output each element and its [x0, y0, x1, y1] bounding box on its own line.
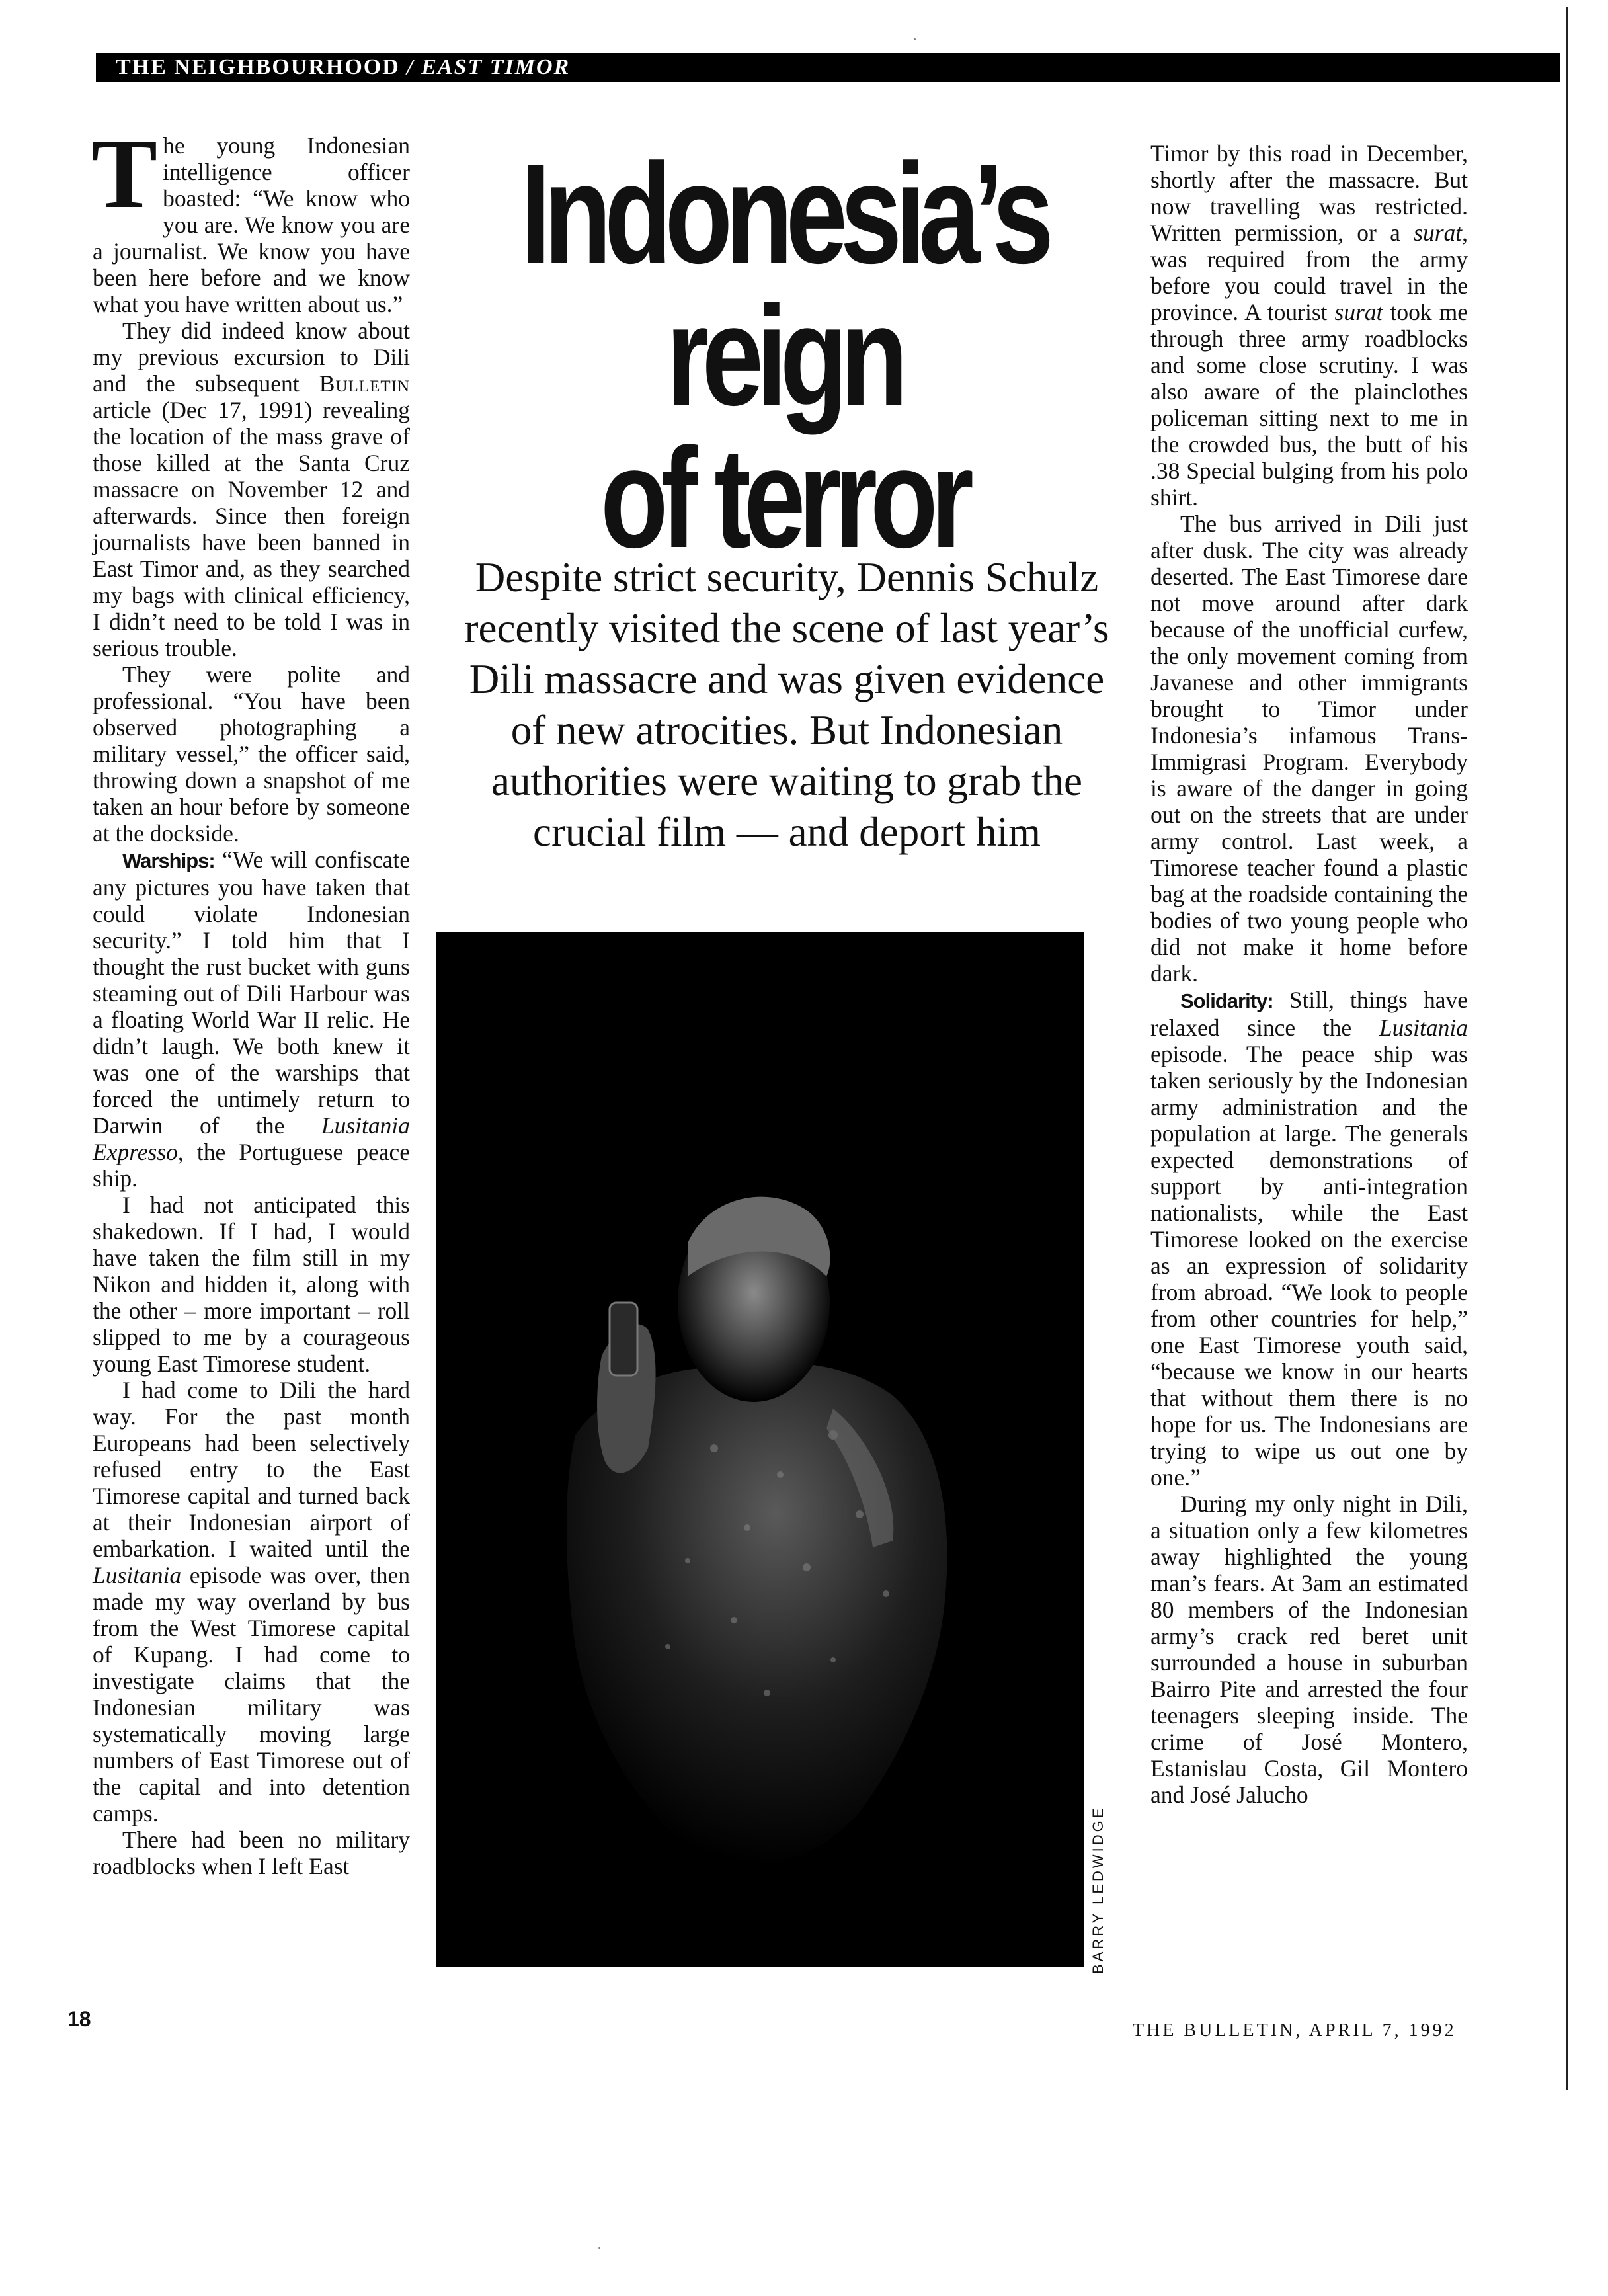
- paragraph: [1150, 511, 1468, 987]
- subhead-warships: Warships:: [122, 849, 215, 872]
- header-separator: /: [399, 55, 422, 79]
- publication-name: Bulletin: [319, 370, 410, 397]
- photo-credit: BARRY LEDWIDGE: [1090, 1805, 1106, 1974]
- headline-line-3: of terror: [600, 418, 967, 577]
- ship-name: Lusitania: [93, 1562, 182, 1588]
- section-header: [96, 53, 1560, 82]
- paragraph-text: , was required from the army before you could travel in the province. A tourist: [1150, 220, 1468, 325]
- paragraph: [1150, 1491, 1468, 1808]
- paragraph-text: “We will confiscate any pictures you have taken that could violate Indonesian security.” I told him that I thought the rust bucket with guns steaming out of Dili Harbour was a floating World War II relic. He didn’t laugh. We both knew it was one of the warships that forced the untimely return to Darwin of the: [93, 846, 410, 1139]
- paragraph-text: episode was over, then made my way overland by bus from the West Timorese capital of Kupang. I had come to investigate claims that the Indonesian military was systematically moving large numbers of East Timorese out of the capital and into detention camps.: [93, 1562, 410, 1826]
- paragraph: [91, 119, 410, 317]
- standfirst: Despite strict security, Dennis Schulz recently visited the scene of last year’s Dili massacre and was given evidence of new atrocities. But Indonesian authorities were waiting to grab the crucial film — and deport him: [464, 554, 1109, 855]
- paragraph: [1150, 140, 1468, 511]
- term-surat: surat: [1414, 220, 1463, 246]
- paragraph-text: There had been no military roadblocks when I left East: [93, 1826, 410, 1879]
- paragraph-text: During my only night in Dili, a situation only a few kilometres away highlighted the young man’s fears. At 3am an estimated 80 members of the Indonesian army’s crack red beret unit surrounded a house in suburban Bairro Pite and arrested the four teenagers sleeping inside. The crime of José Montero, Estanislau Costa, Gil Montero and José Jalucho: [1150, 1491, 1468, 1808]
- paragraph-text: he young Indonesian intelligence officer boasted: “We know who you are. We know you are a journalist. We know you have been here before and we know what you have written about us.”: [93, 132, 410, 317]
- subsection-name: EAST TIMOR: [421, 55, 571, 79]
- article-column-1: [91, 119, 410, 1879]
- ship-name: Lusitania: [1379, 1014, 1468, 1041]
- headline-line-2: reign: [666, 276, 901, 435]
- page-edge-rule: [1566, 7, 1568, 2090]
- ship-name: Lusitania Expresso: [93, 1112, 410, 1165]
- term-surat: surat: [1334, 299, 1383, 325]
- paragraph: [93, 846, 410, 1192]
- subhead-solidarity: Solidarity:: [1180, 989, 1273, 1012]
- scan-speck: [598, 2247, 600, 2249]
- article-column-3: [1150, 140, 1468, 1808]
- headline-line-1: Indonesia’s: [520, 134, 1047, 293]
- paragraph: [1150, 987, 1468, 1491]
- paragraph: [93, 1377, 410, 1826]
- paragraph: [93, 661, 410, 846]
- paragraph-text: Still, things have relaxed since the: [1150, 987, 1468, 1041]
- paragraph: [93, 1826, 410, 1879]
- paragraph-text: I had not anticipated this shakedown. If I had, I would have taken the film still in my Nikon and hidden it, along with the other – more important – roll slipped to me by a courageous young East Timorese student.: [93, 1192, 410, 1377]
- paragraph: [93, 317, 410, 661]
- paragraph-text: Timor by this road in December, shortly after the massacre. But now travelling was restricted. Written permission, or a: [1150, 140, 1468, 246]
- paragraph: [93, 1192, 410, 1377]
- paragraph-text: episode. The peace ship was taken seriously by the Indonesian army administration and the population at large. The generals expected demonstrations of support by anti-integration nationalists, while the East Timorese looked on the exercise as an expression of solidarity from abroad. “We look to people from other countries for help,” one East Timorese youth said, “because we know in our hearts that without them there is no hope for us. The Indonesians are trying to wipe us out one by one.”: [1150, 1041, 1468, 1491]
- article-photo: [436, 932, 1084, 1967]
- paragraph-text: took me through three army roadblocks and some close scrutiny. I was also aware of the plainclothes policeman sitting next to me in the crowded bus, the butt of his .38 Special bulging from his polo shirt.: [1150, 299, 1468, 511]
- paragraph-text: I had come to Dili the hard way. For the past month Europeans had been selectively refused entry to the East Timorese capital and turned back at their Indonesian airport of embarkation. I waited until the: [93, 1377, 410, 1562]
- section-name: THE NEIGHBOURHOOD: [116, 55, 400, 79]
- headline: [513, 134, 1055, 577]
- drop-cap: T: [91, 119, 158, 229]
- paragraph-text: The bus arrived in Dili just after dusk. The city was already deserted. The East Timorese dare not move around after dark because of the unofficial curfew, the only movement coming from Javanese and other immigrants brought to Timor under Indonesia’s infamous Trans-Immigrasi Program. Everybody is aware of the danger in going out on the streets that are under army control. Last week, a Timorese teacher found a plastic bag at the roadside containing the bodies of two young people who did not make it home before dark.: [1150, 511, 1468, 987]
- paragraph-text: article (Dec 17, 1991) revealing the location of the mass grave of those killed at the Santa Cruz massacre on November 12 and afterwards. Since then foreign journalists have been banned in East Timor and, as they searched my bags with clinical efficiency, I didn’t need to be told I was in serious trouble.: [93, 397, 410, 661]
- paragraph-text: They were polite and professional. “You have been observed photographing a military vessel,” the officer said, throwing down a snapshot of me taken an hour before by someone at the dockside.: [93, 661, 410, 846]
- publication-footer: THE BULLETIN, APRIL 7, 1992: [1133, 2020, 1457, 2041]
- scan-speck: [914, 38, 916, 40]
- page-number: 18: [67, 2007, 91, 2031]
- paragraph-text: , the Portuguese peace ship.: [93, 1139, 410, 1192]
- photo-figure-image: [436, 932, 1084, 1967]
- paragraph-text: They did indeed know about my previous excursion to Dili and the subsequent: [93, 317, 410, 397]
